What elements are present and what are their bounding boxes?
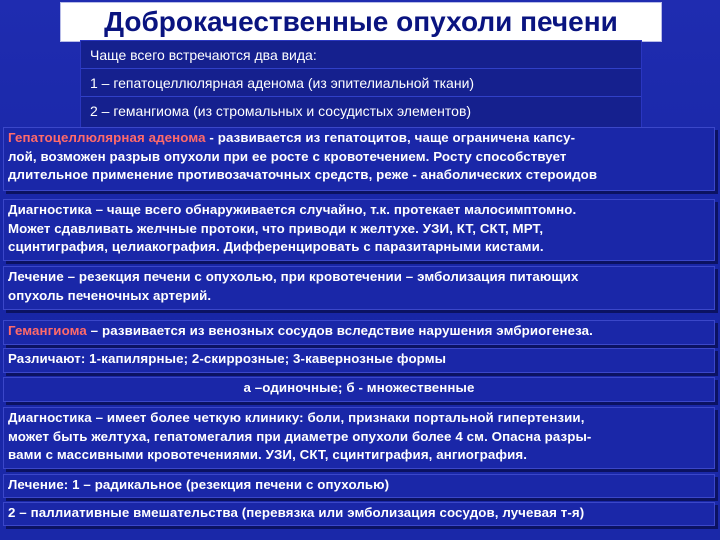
- hemangioma-diagnostics-line-3: вами с массивными кровотечениями. УЗИ, СКТ, сцинтиграфия, ангиография.: [8, 447, 528, 462]
- hemangioma-treatment-1: Лечение: 1 – радикальное (резекция печени с опухолью): [8, 477, 390, 492]
- adenoma-line-2: лой, возможен разрыв опухоли при ее росте с кровотечением. Росту способствует: [8, 148, 567, 164]
- hemangioma-subforms: а –одиночные; б - множественные: [243, 380, 475, 395]
- adenoma-treatment-box: [3, 266, 715, 310]
- hemangioma-treatment-2-box: [3, 502, 715, 526]
- hemangioma-diagnostics-line-2: может быть желтуха, гепатомегалия при диаметре опухоли более 4 см. Опасна разры-: [8, 428, 592, 444]
- adenoma-line-1-rest: - развивается из гепатоцитов, чаще ограничена капсу-: [205, 130, 576, 145]
- slide-title: Доброкачественные опухоли печени: [60, 2, 662, 42]
- hemangioma-forms: Различают: 1-капилярные; 2-скиррозные; 3-кавернозные формы: [8, 351, 447, 366]
- hemangioma-subforms-box: [3, 377, 715, 402]
- hemangioma-diagnostics-line-1: Диагностика – имеет более четкую клинику: боли, признаки портальной гипертензии,: [8, 410, 585, 425]
- hemangioma-forms-box: [3, 348, 715, 373]
- hemangioma-box: [3, 320, 715, 345]
- adenoma-treatment-line-2: опухоль печеночных артерий.: [8, 287, 212, 303]
- hemangioma-line-rest: – развивается из венозных сосудов вследствие нарушения эмбриогенеза.: [86, 323, 593, 338]
- intro-line-1: Чаще всего встречаются два вида:: [81, 41, 641, 69]
- adenoma-diagnostics-line-2: Может сдавливать желчные протоки, что приводи к желтухе. УЗИ, КТ, СКТ, МРТ,: [8, 220, 544, 236]
- hemangioma-term: Гемангиома: [8, 323, 87, 338]
- intro-box: [80, 40, 642, 128]
- adenoma-diagnostics-line-3: сцинтиграфия, целиакография. Дифференцировать с паразитарными кистами.: [8, 239, 544, 254]
- adenoma-term: Гепатоцеллюлярная аденома: [8, 130, 206, 145]
- hemangioma-treatment-2: 2 – паллиативные вмешательства (перевязка или эмболизация сосудов, лучевая т-я): [8, 505, 585, 520]
- adenoma-line-3: длительное применение противозачаточных средств, реже - анаболических стероидов: [8, 167, 598, 182]
- adenoma-treatment-line-1: Лечение – резекция печени с опухолью, при кровотечении – эмболизация питающих: [8, 269, 579, 284]
- intro-line-3: 2 – гемангиома (из стромальных и сосудистых элементов): [90, 103, 472, 119]
- hemangioma-diagnostics-box: [3, 407, 715, 469]
- adenoma-box: [3, 127, 715, 191]
- intro-line-2: 1 – гепатоцеллюлярная аденома (из эпителиальной ткани): [81, 69, 641, 97]
- adenoma-diagnostics-line-1: Диагностика – чаще всего обнаруживается случайно, т.к. протекает малосимптомно.: [8, 202, 577, 217]
- adenoma-diagnostics-box: [3, 199, 715, 261]
- adenoma-line-1: [8, 129, 710, 148]
- hemangioma-treatment-1-box: [3, 474, 715, 498]
- hemangioma-line: [8, 322, 710, 341]
